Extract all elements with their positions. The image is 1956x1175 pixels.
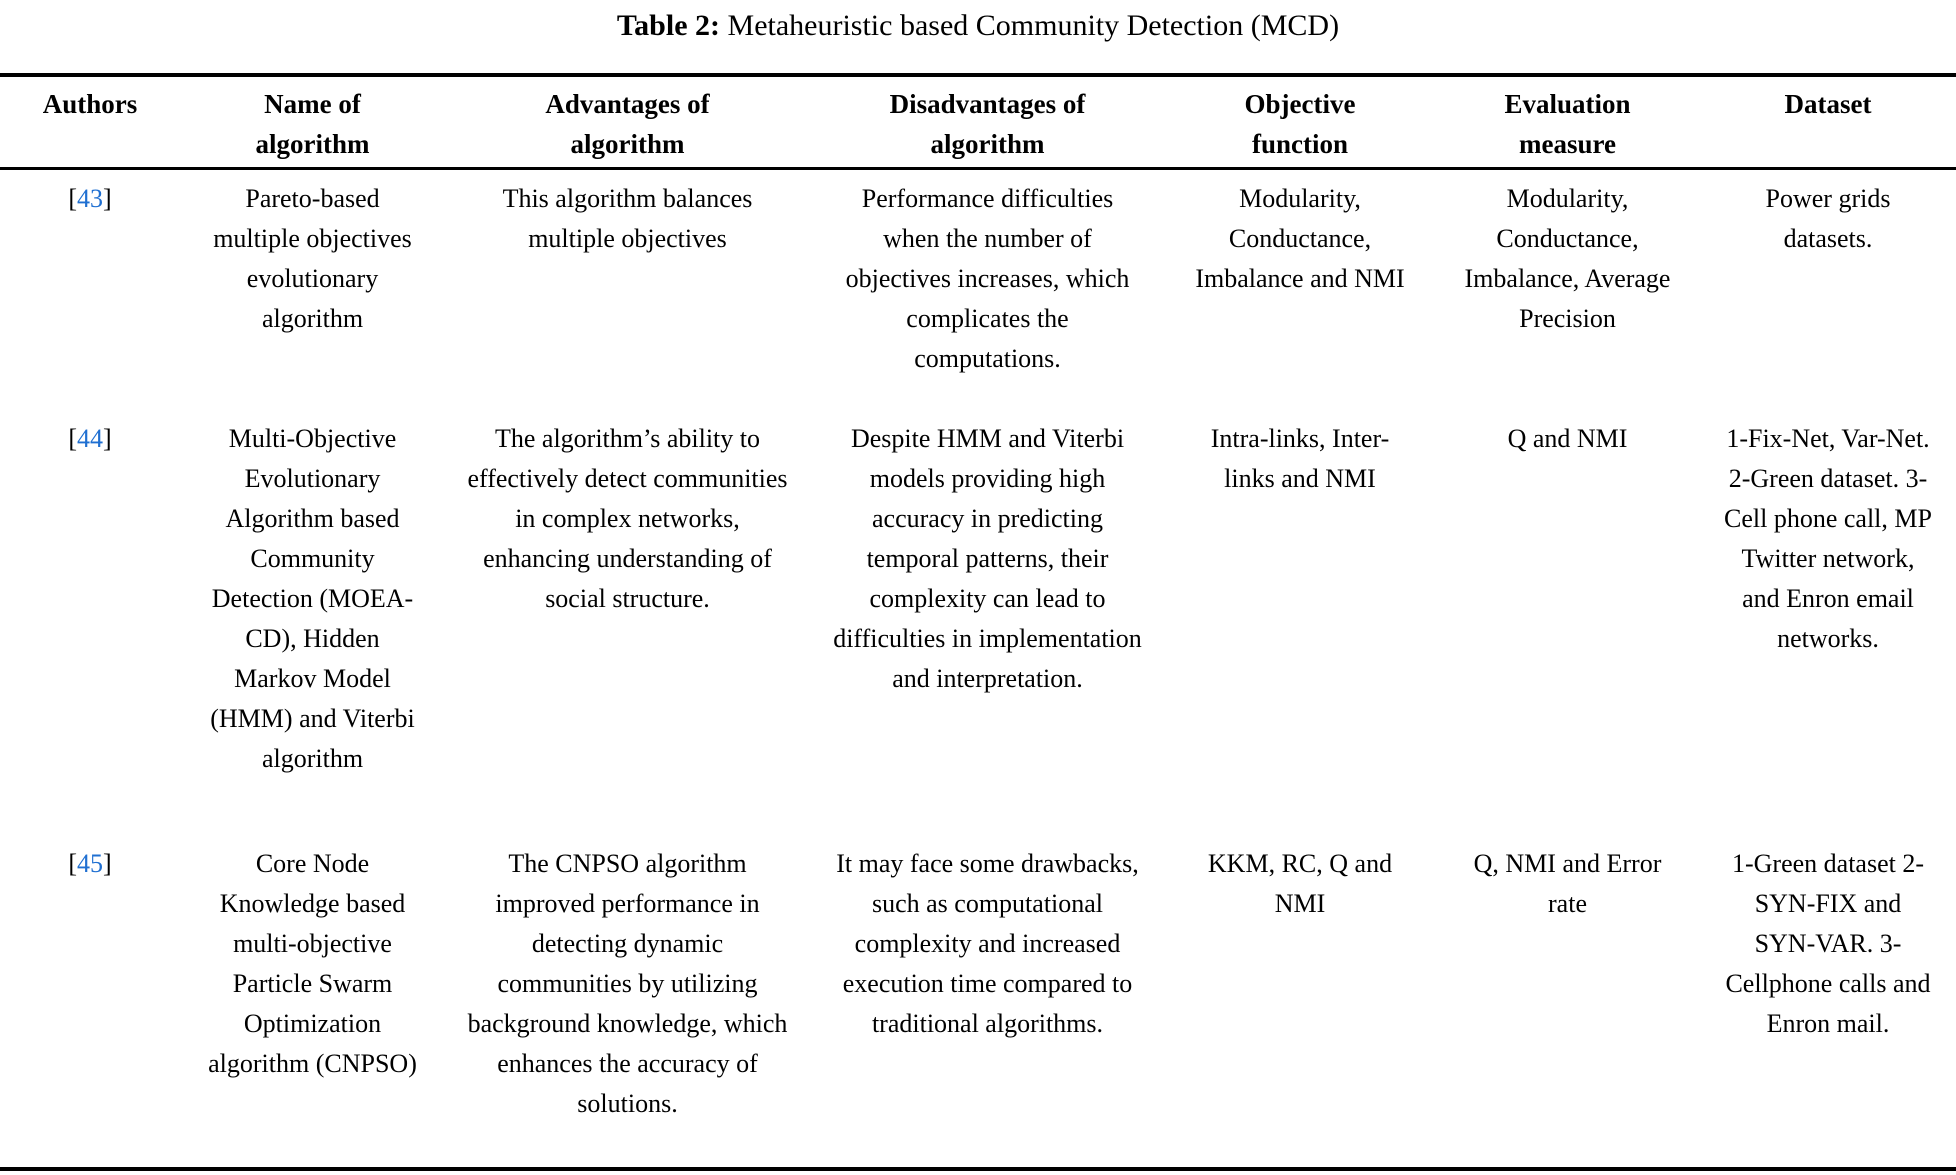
bracket: ] [103, 184, 112, 213]
authors-cell [0, 169, 180, 411]
advantages-cell: This algorithm balances multiple objectives [502, 184, 753, 253]
table-row [0, 410, 1956, 834]
col-header-evaluation-measure [1435, 75, 1700, 169]
table-row [0, 835, 1956, 1169]
header-row [0, 75, 1956, 169]
header-line: Evaluation [1504, 89, 1631, 119]
header-line: Disadvantages of [889, 89, 1086, 119]
table-row [0, 169, 1956, 411]
header-line: Objective [1244, 89, 1356, 119]
col-header-authors [0, 75, 180, 169]
col-header-dataset [1700, 75, 1956, 169]
dataset-cell: 1-Green dataset 2-SYN-FIX and SYN-VAR. 3-Cellphone calls and Enron mail. [1725, 848, 1931, 1038]
citation-ref-45[interactable] [68, 849, 111, 878]
citation-link[interactable]: 44 [77, 424, 103, 454]
disadvantages-cell: Performance difficulties when the number of objectives increases, which complicates the computations. [845, 184, 1130, 373]
dataset-cell: 1-Fix-Net, Var-Net. 2-Green dataset. 3-Cell phone call, MP Twitter network, and Enron email networks. [1724, 424, 1932, 654]
advantages-cell: The algorithm’s ability to effectively detect communities in complex networks, enhancing understanding of social structure. [467, 424, 788, 614]
header-line: Name of [264, 89, 361, 119]
evaluation-measure-cell: Q, NMI and Error rate [1473, 848, 1662, 918]
evaluation-measure-cell: Modularity, Conductance, Imbalance, Average Precision [1464, 184, 1671, 333]
bracket: [ [68, 184, 77, 213]
col-header-disadvantages [810, 75, 1165, 169]
authors-cell [0, 835, 180, 1169]
table-caption-label: Table 2: [616, 9, 721, 42]
header-line: algorithm [255, 129, 370, 159]
bracket: [ [68, 848, 77, 878]
header-line: Authors [42, 89, 138, 119]
mcd-comparison-table [0, 73, 1956, 1171]
advantages-cell: The CNPSO algorithm improved performance in detecting dynamic communities by utilizing background knowledge, which enhances the accuracy of solutions. [467, 848, 788, 1118]
table-caption-text: Metaheuristic based Community Detection (MCD) [720, 9, 1340, 42]
header-line: algorithm [930, 129, 1045, 159]
col-header-name-of-algorithm [180, 75, 445, 169]
table-caption [0, 0, 1956, 73]
citation-ref-44[interactable] [68, 424, 111, 453]
citation-ref-43[interactable] [68, 184, 111, 213]
citation-link[interactable]: 45 [77, 848, 103, 878]
col-header-advantages [445, 75, 810, 169]
bracket: ] [103, 424, 112, 454]
objective-function-cell: Modularity, Conductance, Imbalance and NMI [1195, 184, 1405, 293]
header-line: function [1251, 129, 1349, 159]
dataset-cell: Power grids datasets. [1765, 184, 1891, 253]
header-line: algorithm [570, 129, 685, 159]
evaluation-measure-cell: Q and NMI [1507, 424, 1628, 454]
algorithm-name-cell: Multi-Objective Evolutionary Algorithm based Community Detection (MOEA-CD), Hidden Markov Model (HMM) and Viterbi algorithm [210, 424, 415, 774]
col-header-objective-function [1165, 75, 1435, 169]
algorithm-name-cell: Pareto-based multiple objectives evolutionary algorithm [213, 184, 412, 333]
disadvantages-cell: It may face some drawbacks, such as computational complexity and increased execution time compared to traditional algorithms. [836, 848, 1139, 1038]
header-line: Dataset [1784, 89, 1872, 119]
bracket: [ [68, 424, 77, 454]
disadvantages-cell: Despite HMM and Viterbi models providing high accuracy in predicting temporal patterns, their complexity can lead to difficulties in implementation and interpretation. [833, 424, 1142, 694]
citation-link[interactable]: 43 [77, 184, 103, 213]
header-line: Advantages of [545, 89, 710, 119]
algorithm-name-cell: Core Node Knowledge based multi-objective Particle Swarm Optimization algorithm (CNPSO) [208, 848, 417, 1078]
authors-cell [0, 410, 180, 834]
bracket: ] [103, 848, 112, 878]
objective-function-cell: KKM, RC, Q and NMI [1207, 848, 1393, 918]
objective-function-cell: Intra-links, Inter-links and NMI [1210, 424, 1390, 494]
header-line: measure [1519, 129, 1616, 159]
